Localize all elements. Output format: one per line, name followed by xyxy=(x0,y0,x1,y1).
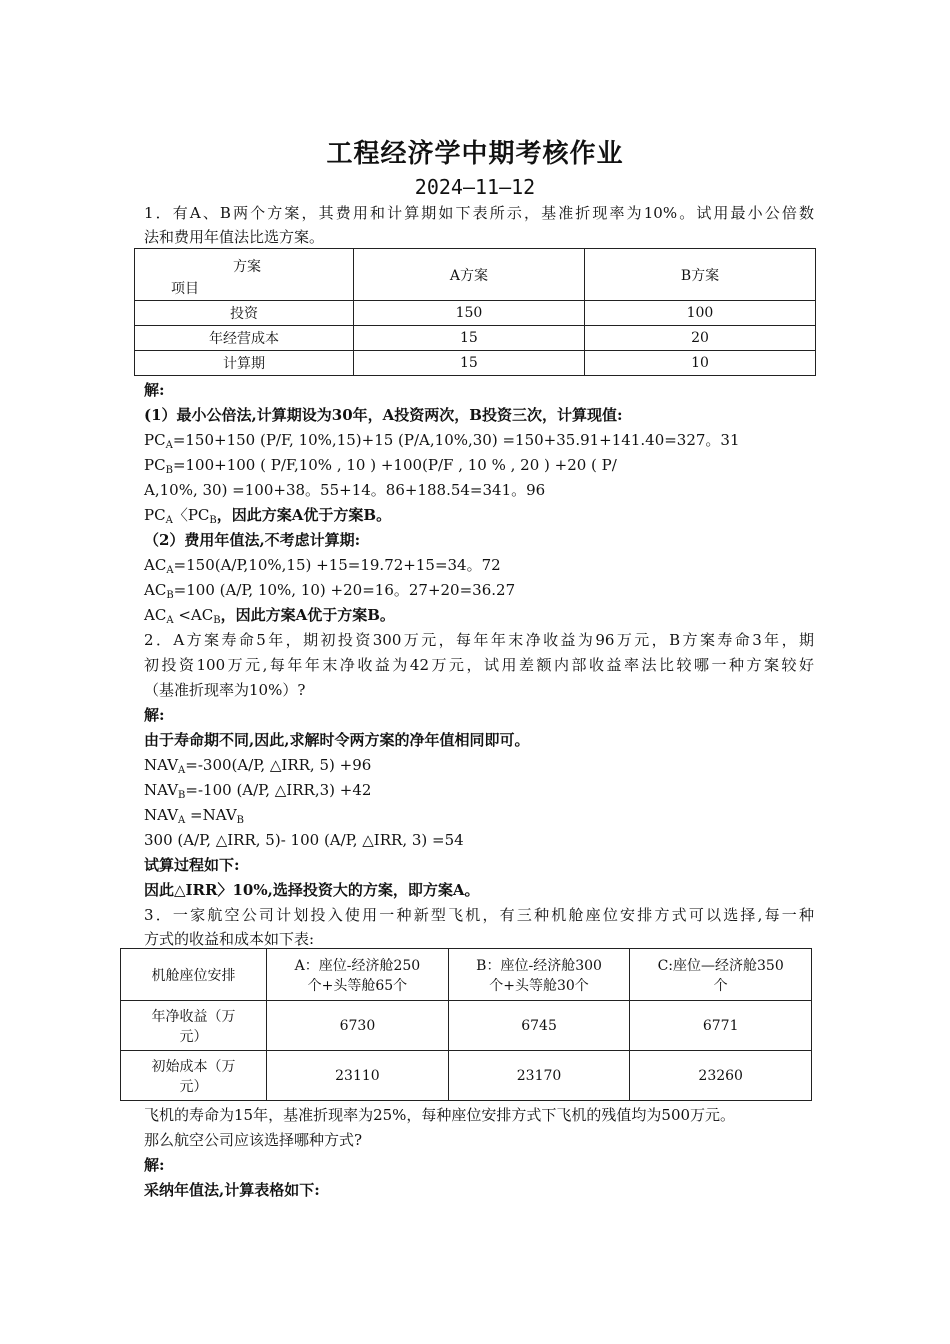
formula-text: =-300(A/P, △IRR, 5) +96 xyxy=(185,756,372,774)
q1-ac-compare xyxy=(144,605,814,625)
subscript: B xyxy=(178,790,186,801)
table-row xyxy=(135,351,816,376)
ac-symbol: AC xyxy=(144,581,167,599)
formula-text: =150(A/P,10%,15) +15=19.72+15=34。72 xyxy=(173,556,501,574)
cell-a: 23110 xyxy=(267,1051,449,1101)
table-row xyxy=(135,326,816,351)
subscript: B xyxy=(209,515,217,526)
cell-a: 6730 xyxy=(267,1001,449,1051)
nav-symbol: NAV xyxy=(144,806,179,824)
q2-nava-line xyxy=(144,755,814,775)
q3-after-line-1: 飞机的寿命为15年，基准折现率为25%，每种座位安排方式下飞机的残值均为500万元。 xyxy=(144,1106,736,1124)
header-scheme-label: 方案 xyxy=(233,258,261,275)
q1-table xyxy=(134,248,816,376)
q1-pca-line xyxy=(144,430,814,450)
q2-step-1: 由于寿命期不同,因此,求解时令两方案的净年值相同即可。 xyxy=(144,731,530,749)
q3-table xyxy=(120,948,812,1101)
row-label: 计算期 xyxy=(135,351,354,376)
subscript: B xyxy=(213,615,221,626)
subscript: B xyxy=(166,590,174,601)
row-label: 年经营成本 xyxy=(135,326,354,351)
cell-c: 6771 xyxy=(630,1001,812,1051)
row-label-text: 初始成本（万 xyxy=(151,1058,236,1075)
table-header-row xyxy=(121,949,812,1001)
q3-prompt-line-2: 方式的收益和成本如下表: xyxy=(144,930,315,948)
q3-step-1: 采纳年值法,计算表格如下: xyxy=(144,1181,320,1199)
formula-text: =NAV xyxy=(185,806,237,824)
q1-acb-line xyxy=(144,580,814,600)
pc-symbol: PC xyxy=(144,506,166,524)
nav-symbol: NAV xyxy=(144,781,179,799)
conclusion-text: ，因此方案A优于方案B。 xyxy=(220,606,395,624)
formula-text: <AC xyxy=(173,606,214,624)
cell-b: 6745 xyxy=(448,1001,630,1051)
q2-prompt-line-3: （基准折现率为10%）? xyxy=(144,681,306,699)
cell-c: 23260 xyxy=(630,1051,812,1101)
row-label xyxy=(121,1051,267,1101)
q2-prompt-line-1: 2．A方案寿命5年，期初投资300万元，每年年末净收益为96万元，B方案寿命3年，期 xyxy=(144,631,814,649)
cell-a: 15 xyxy=(353,326,584,351)
header-text: 个+头等舱65个 xyxy=(307,977,408,994)
table-header-row xyxy=(135,249,816,301)
q1-solution-label: 解: xyxy=(144,381,165,399)
q2-equality-line xyxy=(144,805,814,825)
row-label: 投资 xyxy=(135,301,354,326)
formula-text: =150+150 (P/F, 10%,15)+15 (P/A,10%,30) =150+35.91+141.40=327。31 xyxy=(172,431,740,449)
q1-prompt-line-2: 法和费用年值法比选方案。 xyxy=(144,228,325,246)
table-row xyxy=(135,301,816,326)
cell-b: 10 xyxy=(584,351,815,376)
q1-aca-line xyxy=(144,555,814,575)
header-item-label: 项目 xyxy=(171,280,199,297)
subscript: A xyxy=(165,515,173,526)
conclusion-text: ，因此方案A优于方案B。 xyxy=(216,506,392,524)
page-date: 2024—11—12 xyxy=(414,175,536,199)
cell-b: 100 xyxy=(584,301,815,326)
page-title: 工程经济学中期考核作业 xyxy=(326,139,624,169)
row-label-text: 年净收益（万 xyxy=(151,1008,236,1025)
header-col-a: A方案 xyxy=(353,249,584,301)
subscript: A xyxy=(165,440,173,451)
table-row xyxy=(121,1001,812,1051)
cell-b: 23170 xyxy=(448,1051,630,1101)
header-text: C:座位—经济舱350 xyxy=(657,957,784,974)
formula-text: =-100 (A/P, △IRR,3) +42 xyxy=(185,781,372,799)
q1-pcb-line xyxy=(144,455,814,475)
nav-symbol: NAV xyxy=(144,756,179,774)
subscript: A xyxy=(166,565,174,576)
q1-pcb-continuation: A,10%, 30) =100+38。55+14。86+188.54=341。96 xyxy=(144,481,546,499)
q2-prompt-line-2: 初投资100万元,每年年末净收益为42万元，试用差额内部收益率法比较哪一种方案较好 xyxy=(144,656,814,674)
q3-after-line-2: 那么航空公司应该选择哪种方式? xyxy=(144,1131,363,1149)
pc-symbol: PC xyxy=(144,431,166,449)
q2-navb-line xyxy=(144,780,814,800)
q1-pc-compare xyxy=(144,505,814,525)
q2-solution-label: 解: xyxy=(144,706,165,724)
header-col-b: B方案 xyxy=(584,249,815,301)
diagonal-header-cell xyxy=(135,249,354,301)
cell-a: 15 xyxy=(353,351,584,376)
subscript: B xyxy=(165,465,173,476)
header-text: A：座位-经济舱250 xyxy=(294,957,421,974)
q2-trial-label: 试算过程如下: xyxy=(144,856,240,874)
row-label-text: 元） xyxy=(179,1028,208,1045)
formula-text: 〈PC xyxy=(172,506,210,524)
pc-symbol: PC xyxy=(144,456,166,474)
cell-a: 150 xyxy=(353,301,584,326)
q3-prompt-line-1: 3．一家航空公司计划投入使用一种新型飞机，有三种机舱座位安排方式可以选择,每一种 xyxy=(144,906,814,924)
header-text: B：座位-经济舱300 xyxy=(476,957,602,974)
subscript: A xyxy=(178,815,186,826)
ac-symbol: AC xyxy=(144,606,167,624)
cell-b: 20 xyxy=(584,326,815,351)
table-row xyxy=(121,1051,812,1101)
header-option-a xyxy=(267,949,449,1001)
q2-equation-line: 300 (A/P, △IRR, 5)- 100 (A/P, △IRR, 3) =54 xyxy=(144,831,464,849)
header-option-c xyxy=(630,949,812,1001)
subscript: A xyxy=(166,615,174,626)
ac-symbol: AC xyxy=(144,556,167,574)
q3-solution-label: 解: xyxy=(144,1156,165,1174)
row-label xyxy=(121,1001,267,1051)
formula-text: =100+100 ( P/F,10% , 10 ) +100(P/F , 10 % , 20 ) +20 ( P/ xyxy=(172,456,617,474)
formula-text: =100 (A/P, 10%, 10) +20=16。27+20=36.27 xyxy=(173,581,516,599)
row-label-text: 元） xyxy=(179,1078,208,1095)
q1-prompt-line-1: 1．有A、B两个方案，其费用和计算期如下表所示，基准折现率为10%。试用最小公倍数 xyxy=(144,204,814,222)
header-text: 个+头等舱30个 xyxy=(489,977,589,994)
subscript: B xyxy=(236,815,245,826)
q1-step-2: （2）费用年值法,不考虑计算期: xyxy=(144,531,361,549)
header-seat-arrangement: 机舱座位安排 xyxy=(121,949,267,1001)
header-text: 个 xyxy=(713,977,728,994)
subscript: A xyxy=(178,765,186,776)
q2-conclusion: 因此△IRR〉10%,选择投资大的方案，即方案A。 xyxy=(144,881,480,899)
header-option-b xyxy=(448,949,630,1001)
q1-step-1: (1）最小公倍法,计算期设为30年，A投资两次，B投资三次，计算现值: xyxy=(144,406,623,424)
